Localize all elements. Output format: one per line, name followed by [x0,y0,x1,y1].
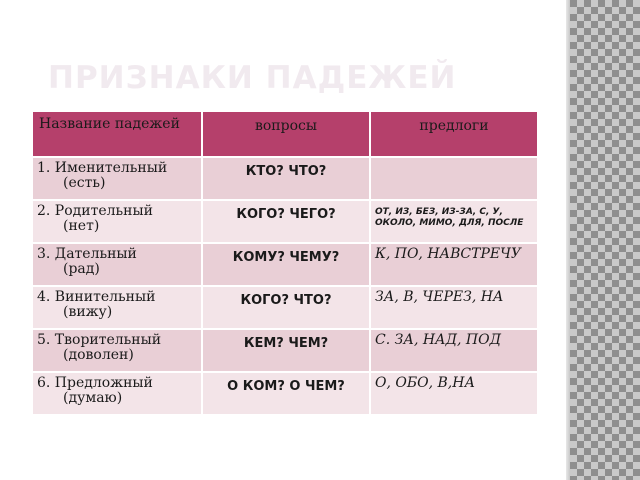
case-name: 6. Предложный [37,375,153,391]
questions-cell: КОМУ? ЧЕМУ? [202,243,370,286]
case-name: 1. Именительный [37,160,168,176]
questions-cell: КОГО? ЧЕГО? [202,200,370,243]
case-helper-word: (есть) [63,175,106,191]
prepositions-cell: ЗА, В, ЧЕРЕЗ, НА [370,286,538,329]
prepositions-cell: ОТ, ИЗ, БЕЗ, ИЗ-ЗА, С, У, ОКОЛО, МИМО, ДЛЯ, ПОСЛЕ [370,200,538,243]
table-row [32,372,538,415]
table-row [32,243,538,286]
prepositions-cell: С. ЗА, НАД, ПОД [370,329,538,372]
case-name: 4. Винительный [37,289,156,305]
questions-cell: КОГО? ЧТО? [202,286,370,329]
case-cell [32,243,202,286]
cases-table [31,110,539,416]
prepositions-cell [370,157,538,200]
prepositions-cell: О, ОБО, В,НА [370,372,538,415]
header-case-name: Название падежей [32,111,202,157]
case-cell [32,329,202,372]
case-name: 3. Дательный [37,246,137,262]
case-cell [32,286,202,329]
questions-cell: КЕМ? ЧЕМ? [202,329,370,372]
prepositions-cell: К, ПО, НАВСТРЕЧУ [370,243,538,286]
case-cell [32,200,202,243]
table-row [32,286,538,329]
case-name: 2. Родительный [37,203,153,219]
case-helper-word: (вижу) [63,304,113,320]
table-row [32,157,538,200]
table-row [32,200,538,243]
case-helper-word: (думаю) [63,390,123,406]
questions-cell: КТО? ЧТО? [202,157,370,200]
slide-title: ПРИЗНАКИ ПАДЕЖЕЙ [48,60,457,96]
case-helper-word: (доволен) [63,347,134,363]
table-row [32,329,538,372]
decorative-side-pattern [570,0,640,480]
header-questions: вопросы [202,111,370,157]
table-header-row [32,111,538,157]
case-cell [32,372,202,415]
questions-cell: О КОМ? О ЧЕМ? [202,372,370,415]
case-cell [32,157,202,200]
header-prepositions: предлоги [370,111,538,157]
case-name: 5. Творительный [37,332,162,348]
case-helper-word: (нет) [63,218,100,234]
case-helper-word: (рад) [63,261,100,277]
